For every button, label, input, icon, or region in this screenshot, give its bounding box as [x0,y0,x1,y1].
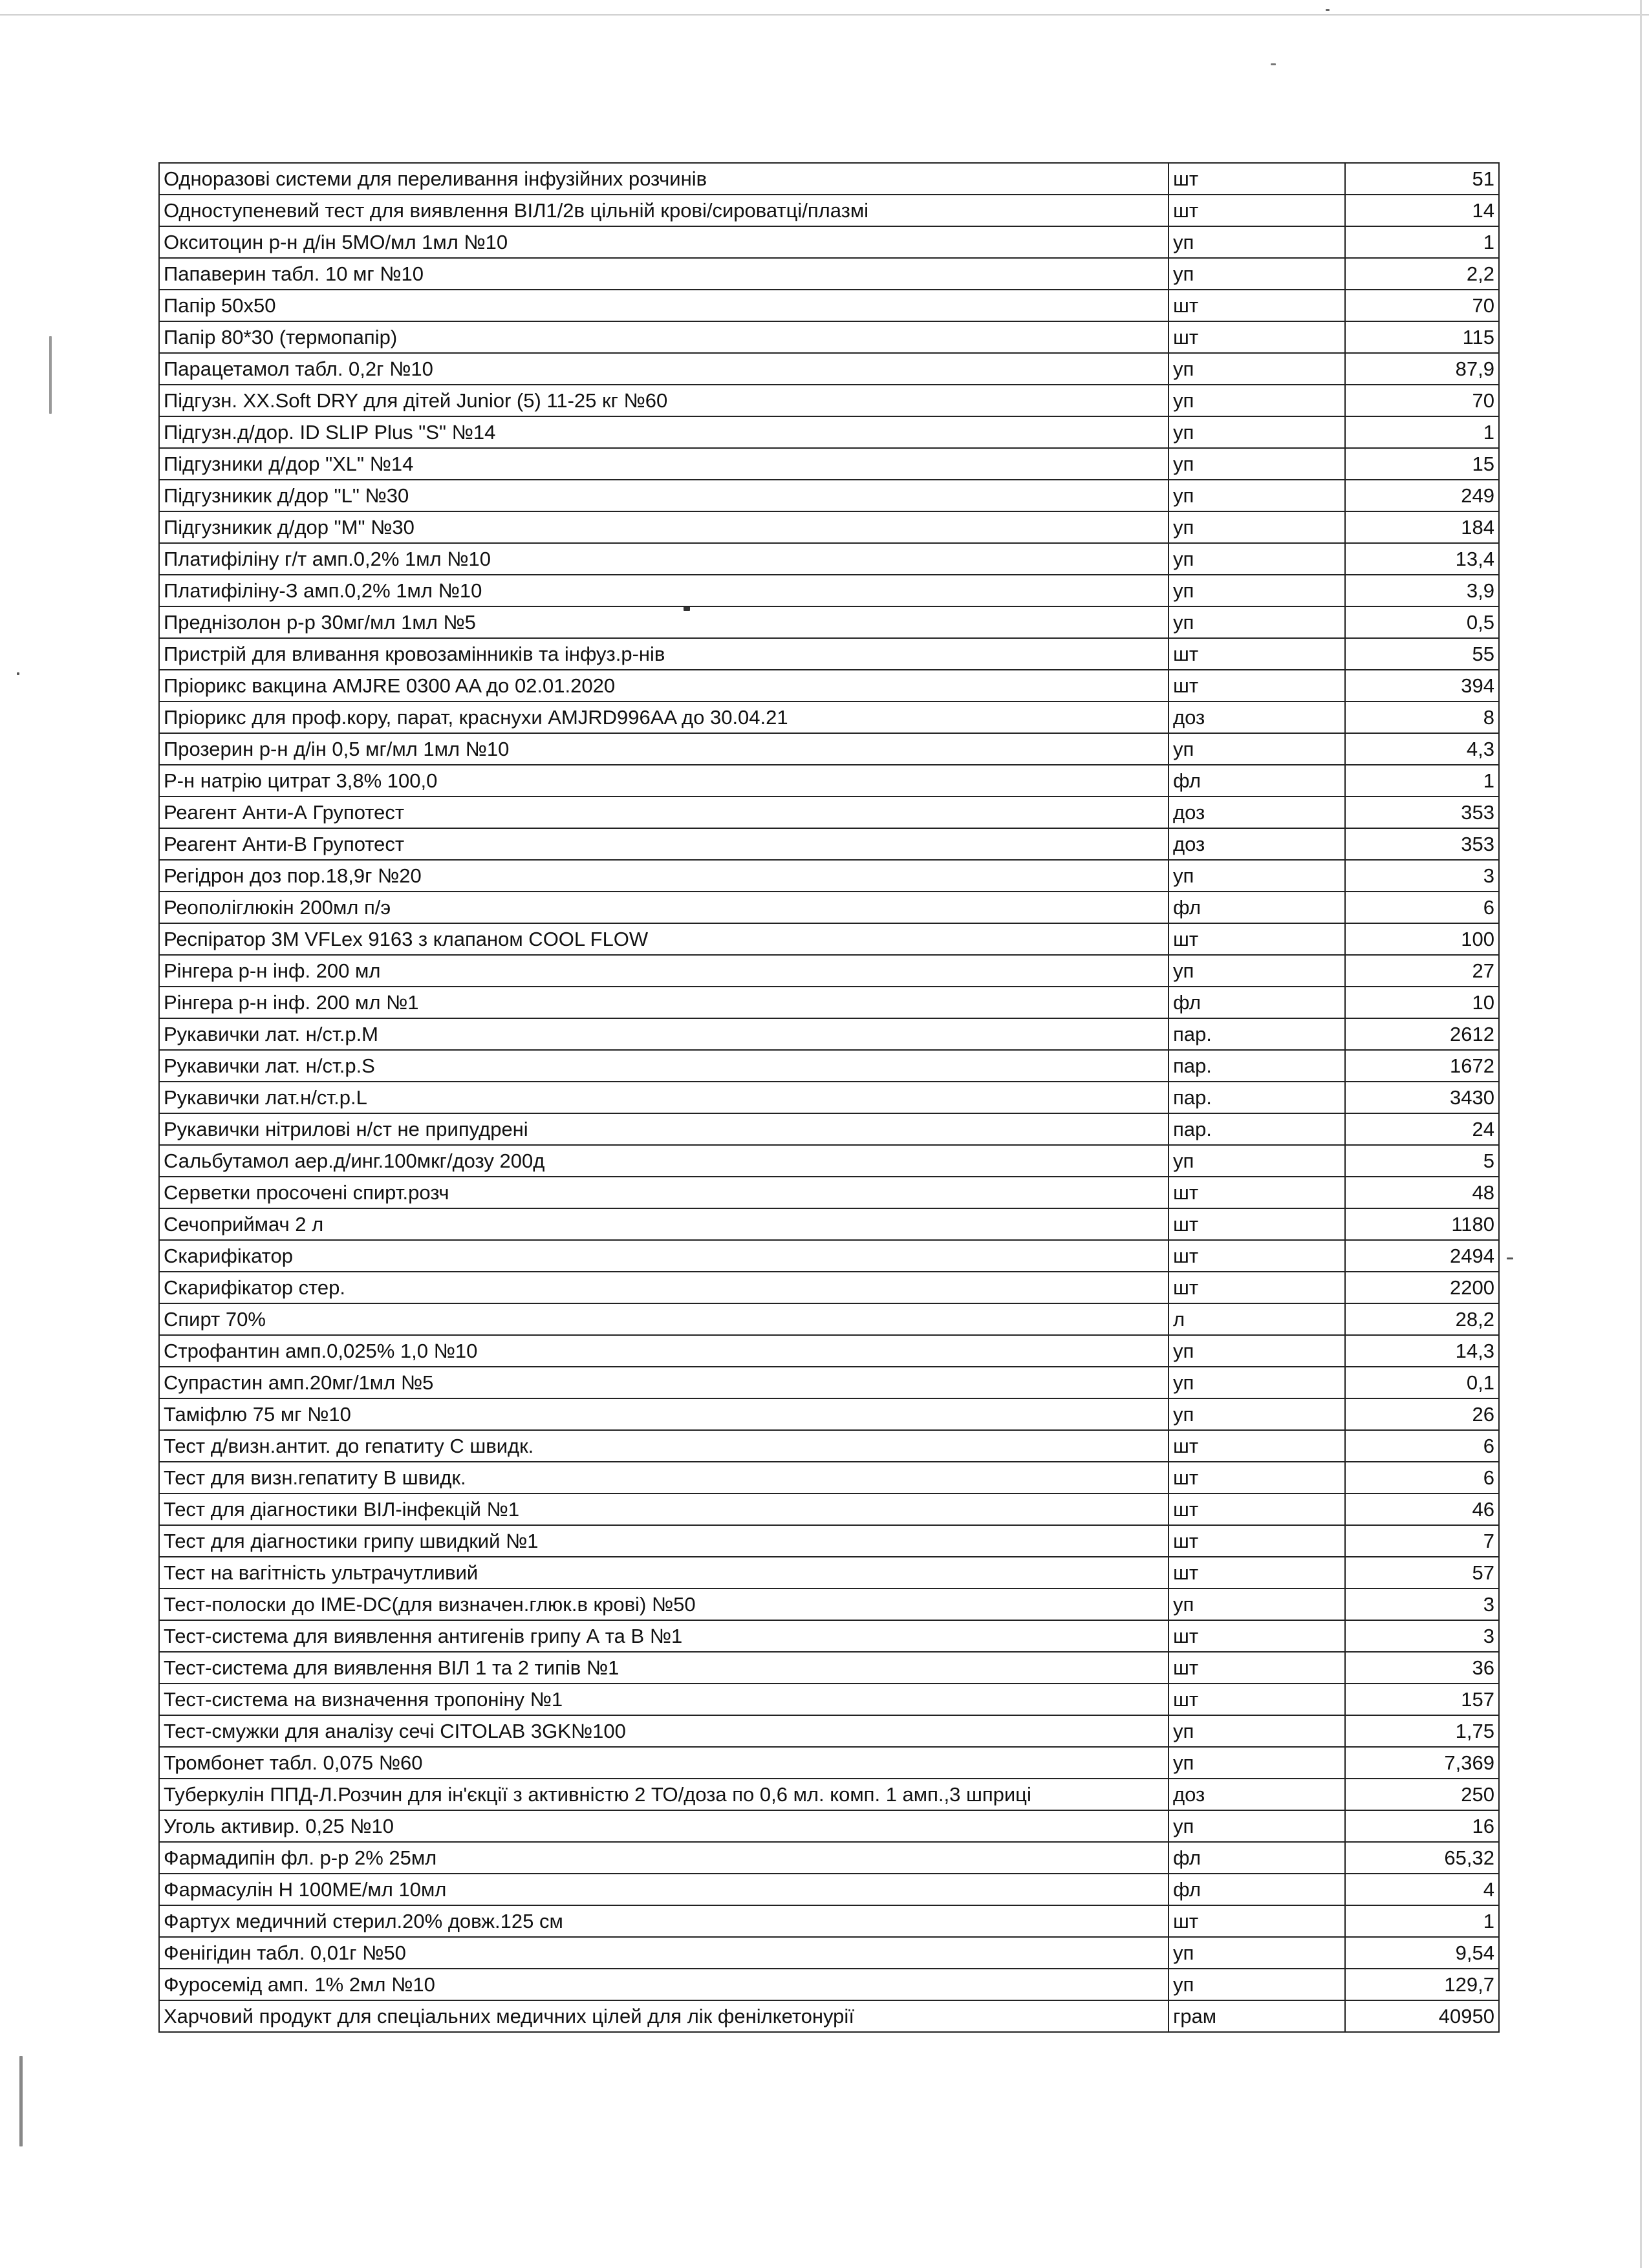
unit-cell: шт [1169,1240,1345,1272]
unit-cell: шт [1169,1525,1345,1557]
table-row [159,1462,1499,1493]
quantity-cell: 1 [1345,226,1499,258]
item-name-cell: Тест-система для виявлення ВІЛ 1 та 2 типів №1 [159,1652,1169,1684]
unit-cell: уп [1169,416,1345,448]
item-name-cell: Фуросемід амп. 1% 2мл №10 [159,1969,1169,2000]
table-row [159,765,1499,797]
item-name-cell: Одноразові системи для переливання інфузійних розчинів [159,163,1169,195]
table-row [159,1557,1499,1589]
table-row [159,416,1499,448]
item-name-cell: Серветки просочені спирт.розч [159,1177,1169,1208]
quantity-cell: 10 [1345,987,1499,1018]
quantity-cell: 100 [1345,923,1499,955]
unit-cell: пар. [1169,1018,1345,1050]
unit-cell: пар. [1169,1082,1345,1113]
scan-speck [49,336,52,414]
table-row [159,1589,1499,1620]
table-row [159,321,1499,353]
item-name-cell: Тест для визн.гепатиту В швидк. [159,1462,1169,1493]
table-row [159,543,1499,575]
quantity-cell: 3430 [1345,1082,1499,1113]
table-row [159,1177,1499,1208]
unit-cell: шт [1169,1430,1345,1462]
item-name-cell: Туберкулін ППД-Л.Розчин для ін'єкції з активністю 2 ТО/доза по 0,6 мл. комп. 1 амп.,3 шприці [159,1779,1169,1810]
table-row [159,923,1499,955]
quantity-cell: 8 [1345,701,1499,733]
item-name-cell: Рукавички лат. н/ст.р.М [159,1018,1169,1050]
item-name-cell: Парацетамол табл. 0,2г №10 [159,353,1169,385]
quantity-cell: 1 [1345,1905,1499,1937]
quantity-cell: 26 [1345,1398,1499,1430]
item-name-cell: Р-н натрію цитрат 3,8% 100,0 [159,765,1169,797]
item-name-cell: Скарифікатор [159,1240,1169,1272]
unit-cell: шт [1169,1462,1345,1493]
quantity-cell: 1180 [1345,1208,1499,1240]
table-row [159,1779,1499,1810]
item-name-cell: Платифіліну-З амп.0,2% 1мл №10 [159,575,1169,606]
scan-artifact-right-edge [1640,0,1642,2268]
table-row [159,163,1499,195]
table-row [159,1684,1499,1715]
quantity-cell: 1672 [1345,1050,1499,1082]
quantity-cell: 4 [1345,1874,1499,1905]
item-name-cell: Скарифікатор стер. [159,1272,1169,1303]
table-row [159,480,1499,511]
quantity-cell: 7,369 [1345,1747,1499,1779]
table-row [159,448,1499,480]
scan-speck [17,672,19,675]
unit-cell: уп [1169,575,1345,606]
unit-cell: уп [1169,511,1345,543]
table-row [159,2000,1499,2032]
item-name-cell: Тест-система для виявлення антигенів грипу А та В №1 [159,1620,1169,1652]
unit-cell: уп [1169,1937,1345,1969]
unit-cell: грам [1169,2000,1345,2032]
quantity-cell: 27 [1345,955,1499,987]
item-name-cell: Таміфлю 75 мг №10 [159,1398,1169,1430]
quantity-cell: 6 [1345,1430,1499,1462]
quantity-cell: 65,32 [1345,1842,1499,1874]
item-name-cell: Папір 80*30 (термопапір) [159,321,1169,353]
table-row [159,955,1499,987]
table-row [159,1842,1499,1874]
unit-cell: шт [1169,195,1345,226]
unit-cell: уп [1169,543,1345,575]
item-name-cell: Фартух медичний стерил.20% довж.125 см [159,1905,1169,1937]
table-row [159,511,1499,543]
item-name-cell: Сечоприймач 2 л [159,1208,1169,1240]
table-row [159,226,1499,258]
quantity-cell: 249 [1345,480,1499,511]
table-row [159,670,1499,701]
item-name-cell: Тест для діагностики грипу швидкий №1 [159,1525,1169,1557]
quantity-cell: 0,5 [1345,606,1499,638]
quantity-cell: 57 [1345,1557,1499,1589]
item-name-cell: Реагент Анти-А Групотест [159,797,1169,828]
scan-speck [1271,63,1276,65]
scan-speck [19,2056,23,2146]
quantity-cell: 2,2 [1345,258,1499,290]
table-row [159,1905,1499,1937]
item-name-cell: Уголь активир. 0,25 №10 [159,1810,1169,1842]
unit-cell: уп [1169,1747,1345,1779]
table-row [159,987,1499,1018]
quantity-cell: 70 [1345,290,1499,321]
scan-artifact-top-line [0,14,1649,16]
unit-cell: шт [1169,670,1345,701]
unit-cell: уп [1169,1715,1345,1747]
table-row [159,258,1499,290]
quantity-cell: 157 [1345,1684,1499,1715]
quantity-cell: 2200 [1345,1272,1499,1303]
quantity-cell: 3,9 [1345,575,1499,606]
quantity-cell: 15 [1345,448,1499,480]
table-row [159,1747,1499,1779]
table-row [159,1145,1499,1177]
item-name-cell: Платифіліну г/т амп.0,2% 1мл №10 [159,543,1169,575]
unit-cell: уп [1169,1810,1345,1842]
table-row [159,353,1499,385]
quantity-cell: 2612 [1345,1018,1499,1050]
table-row [159,1620,1499,1652]
unit-cell: фл [1169,765,1345,797]
item-name-cell: Одноступеневий тест для виявлення ВІЛ1/2в цільній крові/сироватці/плазмі [159,195,1169,226]
unit-cell: шт [1169,1177,1345,1208]
table-row [159,860,1499,892]
item-name-cell: Регідрон доз пор.18,9г №20 [159,860,1169,892]
item-name-cell: Реагент Анти-В Групотест [159,828,1169,860]
quantity-cell: 36 [1345,1652,1499,1684]
item-name-cell: Тест для діагностики ВІЛ-інфекцій №1 [159,1493,1169,1525]
item-name-cell: Підгузникик д/дор "L" №30 [159,480,1169,511]
quantity-cell: 2494 [1345,1240,1499,1272]
quantity-cell: 87,9 [1345,353,1499,385]
unit-cell: уп [1169,385,1345,416]
item-name-cell: Окситоцин р-н д/ін 5МО/мл 1мл №10 [159,226,1169,258]
unit-cell: пар. [1169,1050,1345,1082]
unit-cell: шт [1169,1208,1345,1240]
item-name-cell: Тромбонет табл. 0,075 №60 [159,1747,1169,1779]
unit-cell: уп [1169,226,1345,258]
unit-cell: шт [1169,1905,1345,1937]
unit-cell: фл [1169,987,1345,1018]
quantity-cell: 40950 [1345,2000,1499,2032]
item-name-cell: Фармасулін Н 100МЕ/мл 10мл [159,1874,1169,1905]
table-row [159,797,1499,828]
table-row [159,1303,1499,1335]
table-row [159,1715,1499,1747]
item-name-cell: Папір 50х50 [159,290,1169,321]
unit-cell: шт [1169,638,1345,670]
item-name-cell: Тест-система на визначення тропоніну №1 [159,1684,1169,1715]
quantity-cell: 51 [1345,163,1499,195]
item-name-cell: Сальбутамол аер.д/инг.100мкг/дозу 200д [159,1145,1169,1177]
item-name-cell: Підгузн. XX.Soft DRY для дітей Junior (5) 11-25 кг №60 [159,385,1169,416]
unit-cell: уп [1169,258,1345,290]
unit-cell: пар. [1169,1113,1345,1145]
inventory-table-body [159,163,1499,2032]
item-name-cell: Харчовий продукт для спеціальних медичних цілей для лік фенілкетонурії [159,2000,1169,2032]
item-name-cell: Спирт 70% [159,1303,1169,1335]
table-row [159,385,1499,416]
item-name-cell: Рінгера р-н інф. 200 мл [159,955,1169,987]
item-name-cell: Прозерин р-н д/ін 0,5 мг/мл 1мл №10 [159,733,1169,765]
unit-cell: уп [1169,606,1345,638]
quantity-cell: 4,3 [1345,733,1499,765]
table-row [159,606,1499,638]
quantity-cell: 7 [1345,1525,1499,1557]
item-name-cell: Рукавички лат.н/ст.р.L [159,1082,1169,1113]
quantity-cell: 6 [1345,1462,1499,1493]
quantity-cell: 55 [1345,638,1499,670]
unit-cell: доз [1169,701,1345,733]
item-name-cell: Реополіглюкін 200мл п/э [159,892,1169,923]
item-name-cell: Фенігідин табл. 0,01г №50 [159,1937,1169,1969]
unit-cell: шт [1169,1620,1345,1652]
quantity-cell: 0,1 [1345,1367,1499,1398]
table-row [159,1525,1499,1557]
unit-cell: шт [1169,1652,1345,1684]
table-row [159,1018,1499,1050]
table-row [159,1398,1499,1430]
unit-cell: шт [1169,1684,1345,1715]
unit-cell: уп [1169,860,1345,892]
unit-cell: уп [1169,480,1345,511]
unit-cell: доз [1169,797,1345,828]
quantity-cell: 16 [1345,1810,1499,1842]
item-name-cell: Преднізолон р-р 30мг/мл 1мл №5 [159,606,1169,638]
table-row [159,1810,1499,1842]
unit-cell: уп [1169,1335,1345,1367]
unit-cell: уп [1169,733,1345,765]
table-row [159,892,1499,923]
table-row [159,828,1499,860]
unit-cell: уп [1169,1145,1345,1177]
unit-cell: шт [1169,1493,1345,1525]
inventory-table [158,162,1500,2033]
unit-cell: уп [1169,1969,1345,2000]
item-name-cell: Папаверин табл. 10 мг №10 [159,258,1169,290]
quantity-cell: 3 [1345,1589,1499,1620]
unit-cell: фл [1169,1874,1345,1905]
item-name-cell: Підгузн.д/дор. ID SLIP Plus "S" №14 [159,416,1169,448]
item-name-cell: Підгузники д/дор "XL" №14 [159,448,1169,480]
quantity-cell: 1 [1345,416,1499,448]
quantity-cell: 250 [1345,1779,1499,1810]
unit-cell: доз [1169,1779,1345,1810]
table-row [159,1082,1499,1113]
unit-cell: доз [1169,828,1345,860]
quantity-cell: 28,2 [1345,1303,1499,1335]
table-row [159,1240,1499,1272]
table-row [159,1874,1499,1905]
quantity-cell: 115 [1345,321,1499,353]
item-name-cell: Пристрій для вливання кровозамінників та інфуз.р-нів [159,638,1169,670]
unit-cell: шт [1169,163,1345,195]
table-row [159,733,1499,765]
quantity-cell: 14,3 [1345,1335,1499,1367]
quantity-cell: 48 [1345,1177,1499,1208]
scan-speck [1326,9,1330,11]
unit-cell: шт [1169,290,1345,321]
quantity-cell: 1,75 [1345,1715,1499,1747]
unit-cell: фл [1169,892,1345,923]
quantity-cell: 3 [1345,1620,1499,1652]
quantity-cell: 184 [1345,511,1499,543]
table-row [159,1113,1499,1145]
item-name-cell: Супрастин амп.20мг/1мл №5 [159,1367,1169,1398]
quantity-cell: 129,7 [1345,1969,1499,2000]
quantity-cell: 13,4 [1345,543,1499,575]
unit-cell: уп [1169,1398,1345,1430]
unit-cell: фл [1169,1842,1345,1874]
table-row [159,195,1499,226]
unit-cell: уп [1169,353,1345,385]
quantity-cell: 46 [1345,1493,1499,1525]
table-row [159,290,1499,321]
item-name-cell: Тест д/визн.антит. до гепатиту С швидк. [159,1430,1169,1462]
table-row [159,1493,1499,1525]
item-name-cell: Підгузникик д/дор "M" №30 [159,511,1169,543]
item-name-cell: Строфантин амп.0,025% 1,0 №10 [159,1335,1169,1367]
table-row [159,701,1499,733]
item-name-cell: Пріорикс для проф.кору, парат, краснухи AMJRD996AA до 30.04.21 [159,701,1169,733]
quantity-cell: 70 [1345,385,1499,416]
table-row [159,1335,1499,1367]
quantity-cell: 3 [1345,860,1499,892]
unit-cell: уп [1169,1367,1345,1398]
table-row [159,1272,1499,1303]
item-name-cell: Фармадипін фл. р-р 2% 25мл [159,1842,1169,1874]
unit-cell: шт [1169,1557,1345,1589]
quantity-cell: 353 [1345,828,1499,860]
table-row [159,1050,1499,1082]
quantity-cell: 9,54 [1345,1937,1499,1969]
quantity-cell: 24 [1345,1113,1499,1145]
item-name-cell: Рінгера р-н інф. 200 мл №1 [159,987,1169,1018]
table-row [159,575,1499,606]
table-row [159,1937,1499,1969]
table-row [159,638,1499,670]
table-row [159,1430,1499,1462]
item-name-cell: Тест на вагітність ультрачутливий [159,1557,1169,1589]
quantity-cell: 14 [1345,195,1499,226]
table-row [159,1652,1499,1684]
item-name-cell: Пріорикс вакцина AMJRE 0300 AA до 02.01.2020 [159,670,1169,701]
unit-cell: шт [1169,321,1345,353]
item-name-cell: Рукавички нітрилові н/ст не припудрені [159,1113,1169,1145]
unit-cell: уп [1169,955,1345,987]
unit-cell: шт [1169,1272,1345,1303]
item-name-cell: Респіратор 3М VFLex 9163 з клапаном COOL FLOW [159,923,1169,955]
item-name-cell: Тест-полоски до IME-DC(для визначен.глюк.в крові) №50 [159,1589,1169,1620]
quantity-cell: 394 [1345,670,1499,701]
quantity-cell: 1 [1345,765,1499,797]
unit-cell: л [1169,1303,1345,1335]
unit-cell: уп [1169,1589,1345,1620]
table-row [159,1367,1499,1398]
unit-cell: шт [1169,923,1345,955]
unit-cell: уп [1169,448,1345,480]
item-name-cell: Тест-смужки для аналізу сечі CITOLAB 3GK№100 [159,1715,1169,1747]
quantity-cell: 5 [1345,1145,1499,1177]
table-row [159,1208,1499,1240]
quantity-cell: 353 [1345,797,1499,828]
table-row [159,1969,1499,2000]
scan-speck [1507,1257,1513,1259]
quantity-cell: 6 [1345,892,1499,923]
item-name-cell: Рукавички лат. н/ст.р.S [159,1050,1169,1082]
